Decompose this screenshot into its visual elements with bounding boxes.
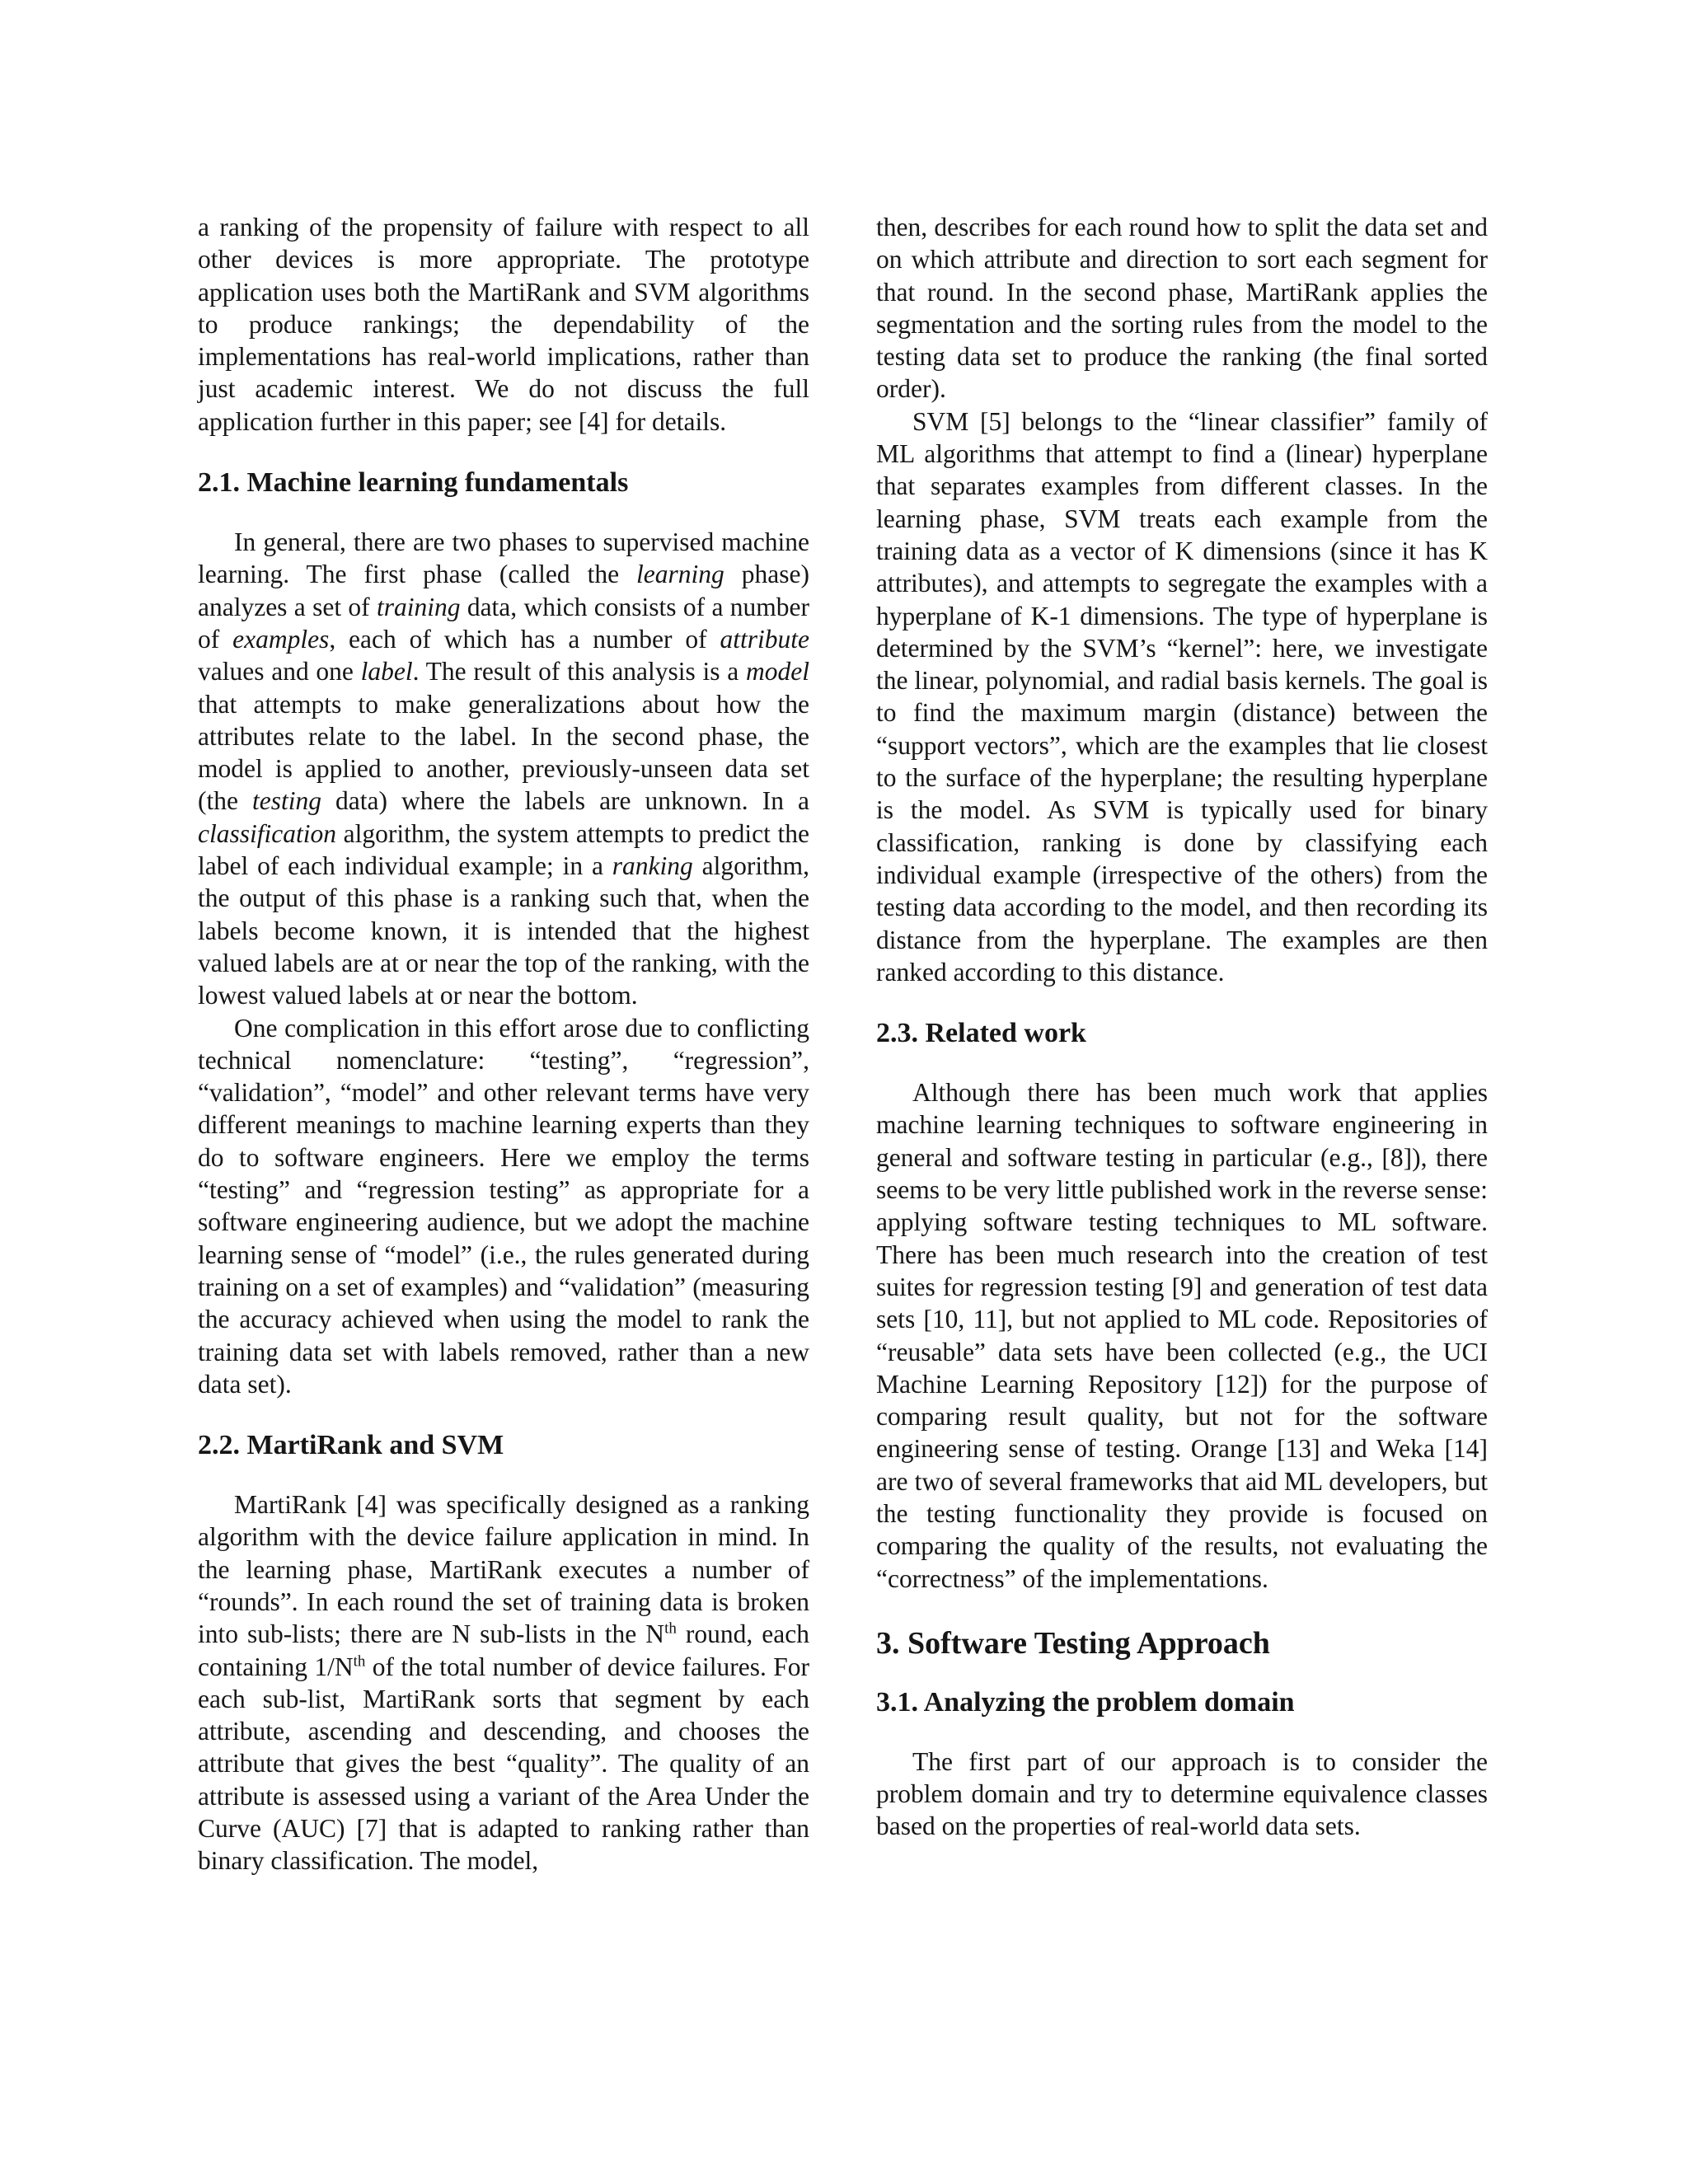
section-heading-2-3: 2.3. Related work [876, 1018, 1086, 1049]
paragraph-martirank: MartiRank [4] was specifically designed as a ranking algorithm with the device failure application in mind. In the learning phase, MartiRank executes a number of “rounds”. In each round the set of training data is broken into sub-lists; there are N sub-lists in the $N^{th}$ round, each containing $1/N^{th}$ of the total number of device failures. For each sub-list, MartiRank sorts that segment by each attribute, ascending and descending, and chooses the attribute that gives the best “quality”. The quality of an attribute is assessed using a variant of the Area Under the Curve (AUC) [7] that is adapted to ranking rather than binary classification. The model, [198, 1490, 809, 1876]
right-column [876, 211, 1488, 1843]
paragraph-ml-fundamentals: In general, there are two phases to supervised machine learning. The first phase (called the learning phase) analyzes a set of training data, which consists of a number of examples, each of which has a number of attribute values and one label. The result of this analysis is a model that attempts to make generalizations about how the attributes relate to the label. In the second phase, the model is applied to another, previously-unseen data set (the testing data) where the labels are unknown. In a classification algorithm, the system attempts to predict the label of each individual example; in a ranking algorithm, the output of this phase is a ranking such that, when the labels become known, it is intended that the highest valued labels are at or near the top of the ranking, with the lowest valued labels at or near the bottom. [198, 527, 809, 1010]
paragraph-svm: SVM [5] belongs to the “linear classifier” family of ML algorithms that attempt to find a (linear) hyperplane that separates examples from different classes. In the learning phase, SVM treats each example from the training data as a vector of K dimensions (since it has K attributes), and attempts to segregate the examples with a hyperplane of K-1 dimensions. The type of hyperplane is determined by the SVM’s “kernel”: here, we investigate the linear, polynomial, and radial basis kernels. The goal is to find the maximum margin (distance) between the “support vectors”, which are the examples that lie closest to the surface of the hyperplane; the resulting hyperplane is the model. As SVM is typically used for binary classification, ranking is done by classifying each individual example (irrespective of the others) from the testing data according to the model, and then recording its distance from the hyperplane. The examples are then ranked according to this distance. [876, 406, 1488, 987]
section-heading-2-1: 2.1. Machine learning fundamentals [198, 467, 629, 499]
paragraph-problem-domain: The first part of our approach is to consider the problem domain and try to determine equivalence classes based on the properties of real-world data sets. [876, 1746, 1488, 1841]
paragraph-martirank-continued: then, describes for each round how to split the data set and on which attribute and direction to sort each segment for that round. In the second phase, MartiRank applies the segmentation and the sorting rules from the model to the testing data set to produce the ranking (the final sorted order). [876, 213, 1488, 404]
left-column [198, 211, 809, 1877]
paragraph-related-work: Although there has been much work that applies machine learning techniques to software engineering in general and software testing in particular (e.g., [8]), there seems to be very little published work in the reverse sense: applying software testing techniques to ML software. There has been much research into the creation of test suites for regression testing [9] and generation of test data sets [10, 11], but not applied to ML code. Repositories of “reusable” data sets have been collected (e.g., the UCI Machine Learning Repository [12]) for the purpose of comparing result quality, but not for the software engineering sense of testing. Orange [13] and Weka [14] are two of several frameworks that aid ML developers, but the testing functionality they provide is focused on comparing the quality of the results, not evaluating the “correctness” of the implementations. [876, 1078, 1488, 1593]
section-heading-2-2: 2.2. MartiRank and SVM [198, 1430, 504, 1461]
paragraph-nomenclature: One complication in this effort arose due to conflicting technical nomenclature: “testing”, “regression”, “validation”, “model” and other relevant terms have very different meanings to machine learning experts than they do to software engineers. Here we employ the terms “testing” and “regression testing” as appropriate for a software engineering audience, but we adopt the machine learning sense of “model” (i.e., the rules generated during training on a set of examples) and “validation” (measuring the accuracy achieved when using the model to rank the training data set with labels removed, rather than a new data set). [198, 1013, 809, 1399]
section-heading-3-1: 3.1. Analyzing the problem domain [876, 1686, 1295, 1718]
section-heading-3: 3. Software Testing Approach [876, 1625, 1270, 1661]
paragraph-intro-continued: a ranking of the propensity of failure with respect to all other devices is more appropriate. The prototype application uses both the MartiRank and SVM algorithms to produce rankings; the dependability of the implementations has real-world implications, rather than just academic interest. We do not discuss the full application further in this paper; see [4] for details. [198, 213, 809, 436]
